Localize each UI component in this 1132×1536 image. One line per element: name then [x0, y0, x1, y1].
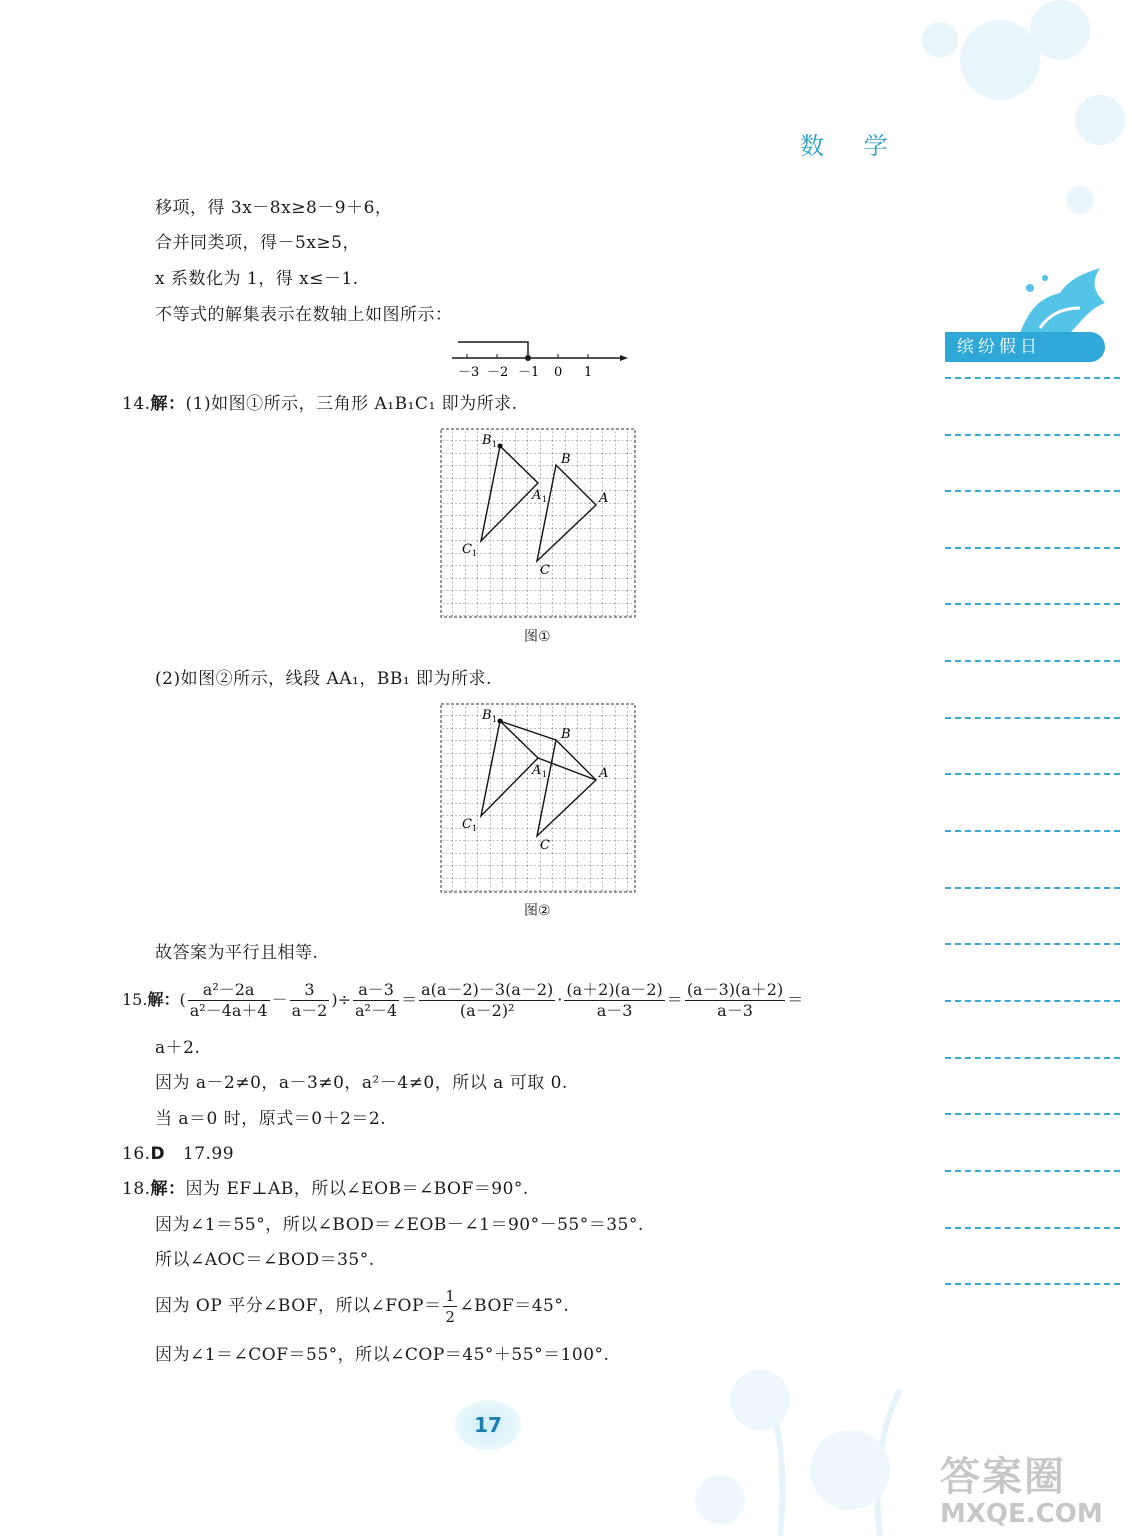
note-line	[945, 943, 1120, 945]
label-A1: A	[532, 488, 542, 503]
text-line: 因为 a－2≠0，a－3≠0，a²－4≠0，所以 a 可取 0.	[155, 1073, 568, 1093]
note-line	[945, 887, 1120, 889]
operator: ＝	[401, 990, 418, 1009]
q-num: 15.	[122, 990, 148, 1009]
label-B: B	[561, 727, 571, 742]
label-sub: 1	[492, 440, 498, 449]
text-line	[155, 1284, 569, 1328]
label-B: B	[561, 452, 571, 467]
text-line: 合并同类项，得－5x≥5，	[155, 233, 360, 253]
formula-15	[122, 978, 803, 1022]
denominator: a²－4	[354, 1001, 398, 1020]
label-sub: 1	[542, 770, 548, 779]
label-A1: A	[532, 763, 542, 778]
label-sub: 1	[492, 715, 498, 724]
note-line	[945, 1000, 1120, 1002]
label-sub: 1	[472, 549, 478, 558]
text-line: 因为∠1＝55°，所以∠BOD＝∠EOB－∠1＝90°－55°＝35°.	[155, 1215, 644, 1235]
note-line	[945, 603, 1120, 605]
denominator: a－3	[717, 1001, 753, 1020]
label-C: C	[540, 563, 550, 578]
q18-line4a: 因为 OP 平分∠BOF，所以∠FOP＝	[155, 1296, 442, 1316]
label-C1: C	[462, 542, 472, 557]
jie-label: 解：	[150, 1179, 186, 1199]
operator: ＝	[666, 990, 683, 1009]
watermark-url: MXQE.COM	[940, 1499, 1103, 1529]
answer-choice: D	[150, 1144, 166, 1164]
grid-figure-1	[440, 428, 636, 618]
numerator: 3	[290, 980, 330, 1001]
numerator: a－3	[353, 980, 399, 1001]
label-A: A	[599, 491, 609, 506]
note-line	[945, 547, 1120, 549]
answer-line	[122, 1142, 234, 1166]
operator: ·	[557, 990, 563, 1009]
tick-label: 0	[554, 365, 563, 380]
note-line	[945, 830, 1120, 832]
note-line	[945, 1227, 1120, 1229]
note-line	[945, 490, 1120, 492]
watermark	[940, 1455, 1103, 1529]
numerator: (a－3)(a＋2)	[686, 980, 784, 999]
figure-caption: 图②	[524, 903, 551, 919]
q18-line4b: ∠BOF＝45°.	[459, 1296, 570, 1316]
text-line: 因为∠1＝∠COF＝55°，所以∠COP＝45°＋55°＝100°.	[155, 1345, 610, 1365]
tick-label: －1	[518, 365, 540, 380]
denominator: a²－4a＋4	[189, 1001, 268, 1020]
denominator: 2	[445, 1308, 456, 1326]
label-B1: B	[482, 433, 492, 448]
note-line	[945, 434, 1120, 436]
text-line: a＋2.	[155, 1038, 201, 1058]
fraction	[443, 1286, 457, 1327]
jie-label: 解：	[147, 990, 180, 1009]
sidebar-badge: 缤纷假日	[945, 332, 1105, 362]
paren: (	[179, 990, 186, 1009]
text-line: 不等式的解集表示在数轴上如图所示：	[155, 305, 453, 325]
note-line	[945, 1113, 1120, 1115]
operator: ＝	[787, 990, 804, 1009]
note-line	[945, 377, 1120, 379]
denominator: a－2	[291, 1001, 328, 1020]
q-num: 18.	[122, 1179, 151, 1199]
q14-part1: (1)如图①所示，三角形 A₁B₁C₁ 即为所求.	[185, 394, 518, 414]
text-line: 移项，得 3x－8x≥8－9＋6，	[155, 198, 393, 218]
note-line	[945, 773, 1120, 775]
operator: )÷	[331, 990, 351, 1009]
splash-icon	[1010, 268, 1110, 338]
numerator: a²－2a	[188, 980, 270, 1001]
numerator: a(a－2)－3(a－2)	[421, 980, 554, 999]
label-C1: C	[462, 817, 472, 832]
tick-label: －3	[458, 365, 480, 380]
jie-label: 解：	[150, 394, 186, 414]
numerator: (a＋2)(a－2)	[566, 980, 663, 999]
grid-figure-2	[440, 703, 636, 893]
q18-line1: 因为 EF⊥AB，所以∠EOB＝∠BOF＝90°.	[185, 1179, 529, 1199]
label-sub: 1	[472, 824, 478, 833]
text-line: (2)如图②所示，线段 AA₁，BB₁ 即为所求.	[155, 669, 492, 689]
text-line: 故答案为平行且相等.	[155, 943, 319, 963]
note-line	[945, 1170, 1120, 1172]
q-num: 16.	[122, 1144, 151, 1164]
note-line	[945, 717, 1120, 719]
number-line	[450, 336, 635, 382]
question-number	[122, 1177, 529, 1201]
label-sub: 1	[542, 495, 548, 504]
label-B1: B	[482, 708, 492, 723]
label-C: C	[540, 838, 550, 853]
text-line: 当 a＝0 时，原式＝0＋2＝2.	[155, 1109, 387, 1129]
question-number	[122, 392, 518, 416]
numerator: 1	[445, 1287, 456, 1305]
fraction	[353, 980, 399, 1021]
figure-caption: 图①	[524, 629, 551, 645]
answer-17: 17.99	[182, 1144, 235, 1164]
tick-label: 1	[584, 365, 593, 380]
denominator: a－3	[596, 1001, 633, 1020]
page-number: 17	[455, 1400, 521, 1450]
tick-label: －2	[487, 365, 509, 380]
q-num: 14.	[122, 394, 151, 414]
subject-title: 数 学	[800, 132, 904, 160]
fraction	[685, 980, 785, 1021]
label-A: A	[599, 766, 609, 781]
fraction	[188, 980, 270, 1021]
note-line	[945, 1057, 1120, 1059]
text-line: 所以∠AOC＝∠BOD＝35°.	[155, 1250, 375, 1270]
fraction	[290, 980, 330, 1021]
operator: －	[271, 990, 288, 1009]
note-line	[945, 660, 1120, 662]
denominator: (a－2)²	[459, 1001, 515, 1020]
fraction	[419, 980, 555, 1021]
fraction	[564, 980, 664, 1021]
watermark-text: 答案圈	[940, 1454, 1066, 1500]
note-line	[945, 1283, 1120, 1285]
text-line: x 系数化为 1，得 x≤－1.	[155, 269, 359, 289]
